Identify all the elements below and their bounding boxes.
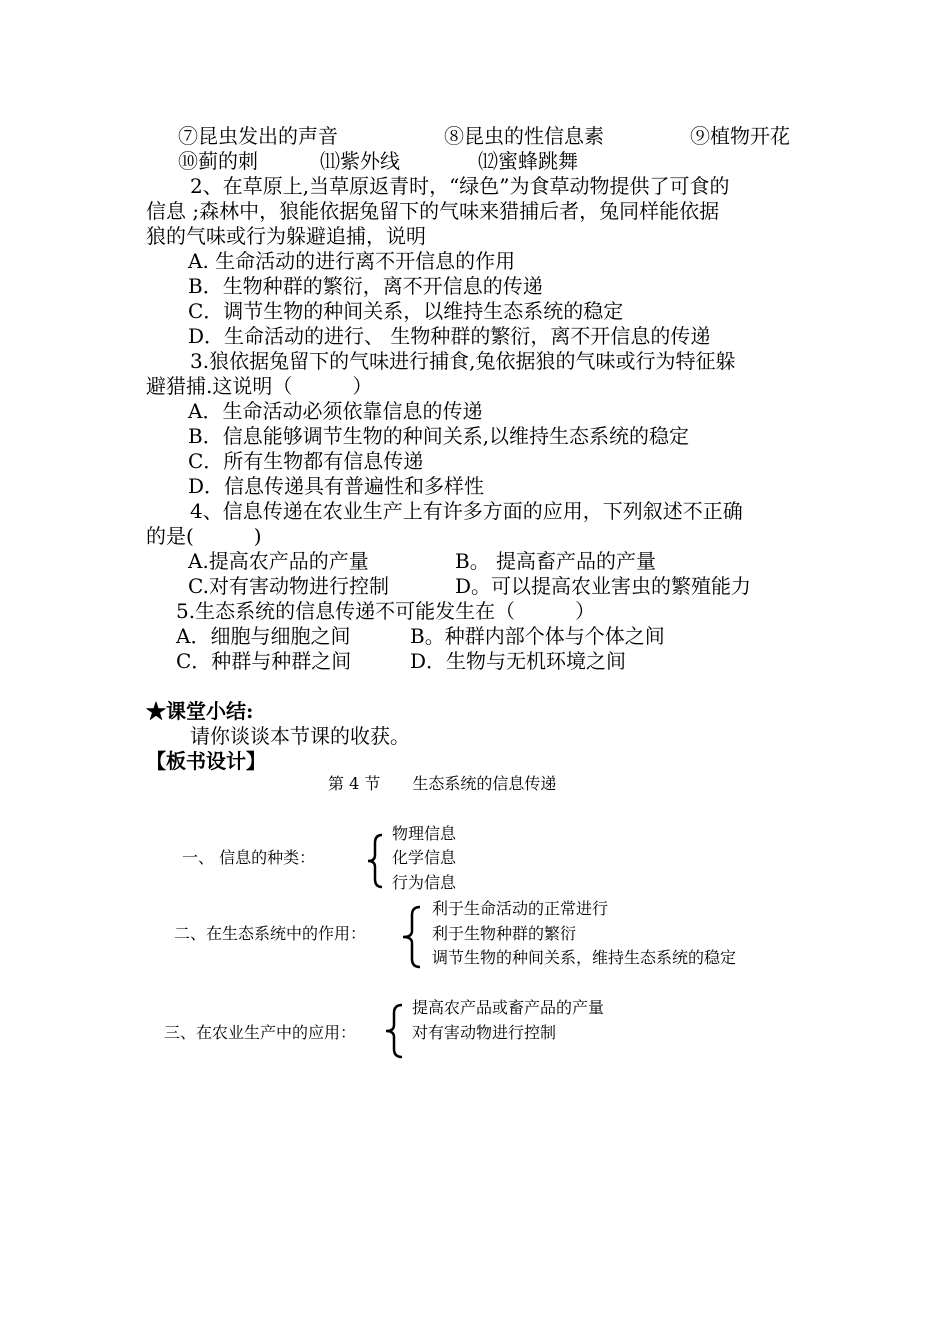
q5-option-b: B。种群内部个体与个体之间 [410, 624, 665, 648]
board-section-2-item-2: 利于生物种群的繁衍 [432, 924, 577, 943]
q4-option-a: A.提高农产品的产量 [188, 549, 369, 573]
brace-section-2 [400, 905, 422, 969]
brace-section-1 [366, 833, 384, 889]
q1-item-9: ⑨植物开花 [690, 124, 790, 148]
q5-stem: 5.生态系统的信息传递不可能发生在（ ） [176, 599, 596, 623]
q2-stem-line1: 2、在草原上,当草原返青时，“绿色”为食草动物提供了可食的 [190, 174, 730, 198]
q1-item-12: ⑿蜜蜂跳舞 [478, 149, 578, 173]
q5-option-a: A．细胞与细胞之间 [176, 624, 351, 648]
board-section-1-label: 一、 信息的种类： [182, 848, 316, 867]
q1-item-8: ⑧昆虫的性信息素 [444, 124, 604, 148]
q1-item-7: ⑦昆虫发出的声音 [178, 124, 338, 148]
board-section-2-item-3: 调节生物的种间关系，维持生态系统的稳定 [432, 948, 737, 967]
board-section-1-item-2: 化学信息 [392, 848, 457, 867]
q5-option-d: D．生物与无机环境之间 [410, 649, 627, 673]
board-section-1-item-1: 物理信息 [392, 824, 457, 843]
q4-stem-line1: 4、信息传递在农业生产上有许多方面的应用，下列叙述不正确 [190, 499, 743, 523]
q3-stem-line1: 3.狼依据兔留下的气味进行捕食,兔依据狼的气味或行为特征躲 [190, 349, 736, 373]
q2-option-d: D．生命活动的进行、 生物种群的繁衍，离不开信息的传递 [188, 324, 711, 348]
q2-stem-line3: 狼的气味或行为躲避追捕，说明 [146, 224, 426, 248]
board-section-2-item-1: 利于生命活动的正常进行 [432, 899, 609, 918]
q4-option-b: B。 提高畜产品的产量 [455, 549, 657, 573]
q2-stem-line2: 信息 ;森林中，狼能依据兔留下的气味来猎捕后者，兔同样能依据 [146, 199, 720, 223]
q3-option-c: C．所有生物都有信息传递 [188, 449, 424, 473]
q1-item-10: ⑩蓟的刺 [178, 149, 258, 173]
board-heading: 【板书设计】 [146, 749, 266, 773]
brace-section-3 [384, 1003, 404, 1059]
q4-stem-line2: 的是( ) [146, 524, 262, 548]
board-section-3-item-1: 提高农产品或畜产品的产量 [412, 998, 605, 1017]
q3-stem-line2: 避猎捕.这说明（ ） [146, 374, 373, 398]
q4-option-c: C.对有害动物进行控制 [188, 574, 389, 598]
q3-option-d: D．信息传递具有普遍性和多样性 [188, 474, 485, 498]
q2-option-c: C．调节生物的种间关系，以维持生态系统的稳定 [188, 299, 624, 323]
board-section-1-item-3: 行为信息 [392, 873, 457, 892]
q2-option-a: A. 生命活动的进行离不开信息的作用 [188, 249, 516, 273]
summary-text: 请你谈谈本节课的收获。 [190, 724, 410, 748]
q5-option-c: C．种群与种群之间 [176, 649, 352, 673]
summary-heading: ★课堂小结: [146, 699, 254, 723]
q1-item-11: ⑾紫外线 [320, 149, 400, 173]
q2-option-b: B．生物种群的繁衍，离不开信息的传递 [188, 274, 543, 298]
q3-option-a: A．生命活动必须依靠信息的传递 [188, 399, 483, 423]
board-section-3-label: 三、在农业生产中的应用： [164, 1023, 357, 1042]
q3-option-b: B．信息能够调节生物的种间关系,以维持生态系统的稳定 [188, 424, 690, 448]
board-title: 第 4 节 生态系统的信息传递 [328, 774, 557, 793]
board-section-3-item-2: 对有害动物进行控制 [412, 1023, 557, 1042]
board-section-2-label: 二、在生态系统中的作用： [174, 924, 367, 943]
q4-option-d: D。可以提高农业害虫的繁殖能力 [455, 574, 752, 598]
